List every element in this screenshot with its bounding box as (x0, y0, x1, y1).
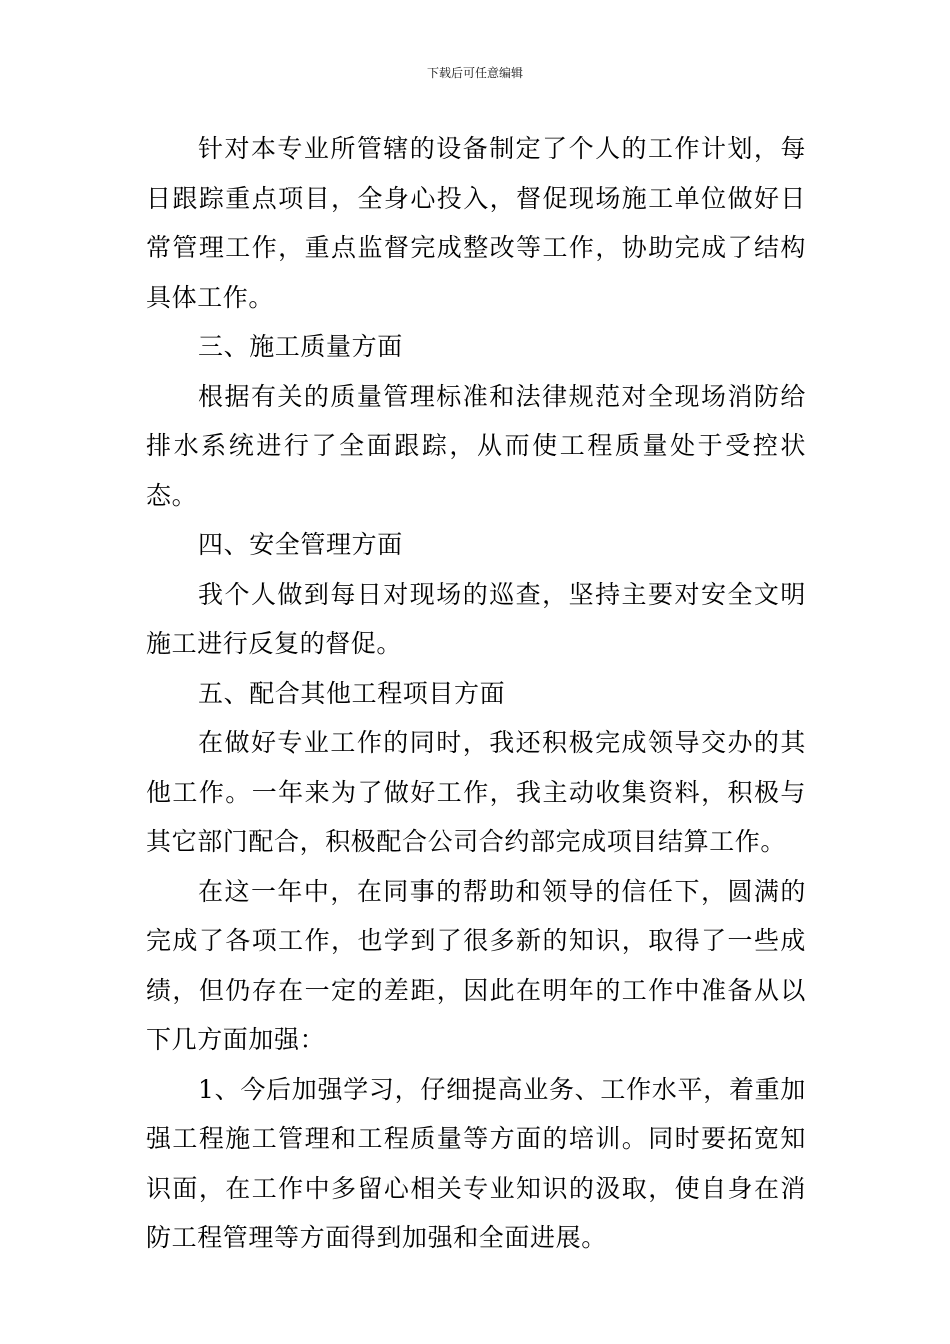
paragraph-quality: 根据有关的质量管理标准和法律规范对全现场消防给排水系统进行了全面跟踪，从而使工程质量处于受控状态。 (146, 381, 806, 510)
section-heading-quality: 三、施工质量方面 (198, 332, 403, 361)
paragraph-equipment-plan: 针对本专业所管辖的设备制定了个人的工作计划，每日跟踪重点项目，全身心投入，督促现场施工单位做好日常管理工作，重点监督完成整改等工作，协助完成了结构具体工作。 (146, 134, 806, 312)
page-header: 下载后可任意编辑 (426, 66, 523, 80)
document-body (146, 124, 806, 1263)
paragraph-year-summary: 在这一年中，在同事的帮助和领导的信任下，圆满的完成了各项工作，也学到了很多新的知识，取得了一些成绩，但仍存在一定的差距，因此在明年的工作中准备从以下几方面加强： (146, 876, 806, 1054)
paragraph-cooperation: 在做好专业工作的同时，我还积极完成领导交办的其他工作。一年来为了做好工作，我主动收集资料，积极与其它部门配合，积极配合公司合约部完成项目结算工作。 (146, 728, 806, 856)
paragraph-safety: 我个人做到每日对现场的巡查，坚持主要对安全文明施工进行反复的督促。 (146, 579, 806, 658)
section-heading-cooperation: 五、配合其他工程项目方面 (198, 678, 506, 708)
paragraph-improvement-1: 1、今后加强学习，仔细提高业务、工作水平，着重加强工程施工管理和工程质量等方面的培训。同时要拓宽知识面，在工作中多留心相关专业知识的汲取，使自身在消防工程管理等方面得到加强和全面进展。 (146, 1074, 806, 1252)
section-heading-safety: 四、安全管理方面 (198, 530, 403, 559)
